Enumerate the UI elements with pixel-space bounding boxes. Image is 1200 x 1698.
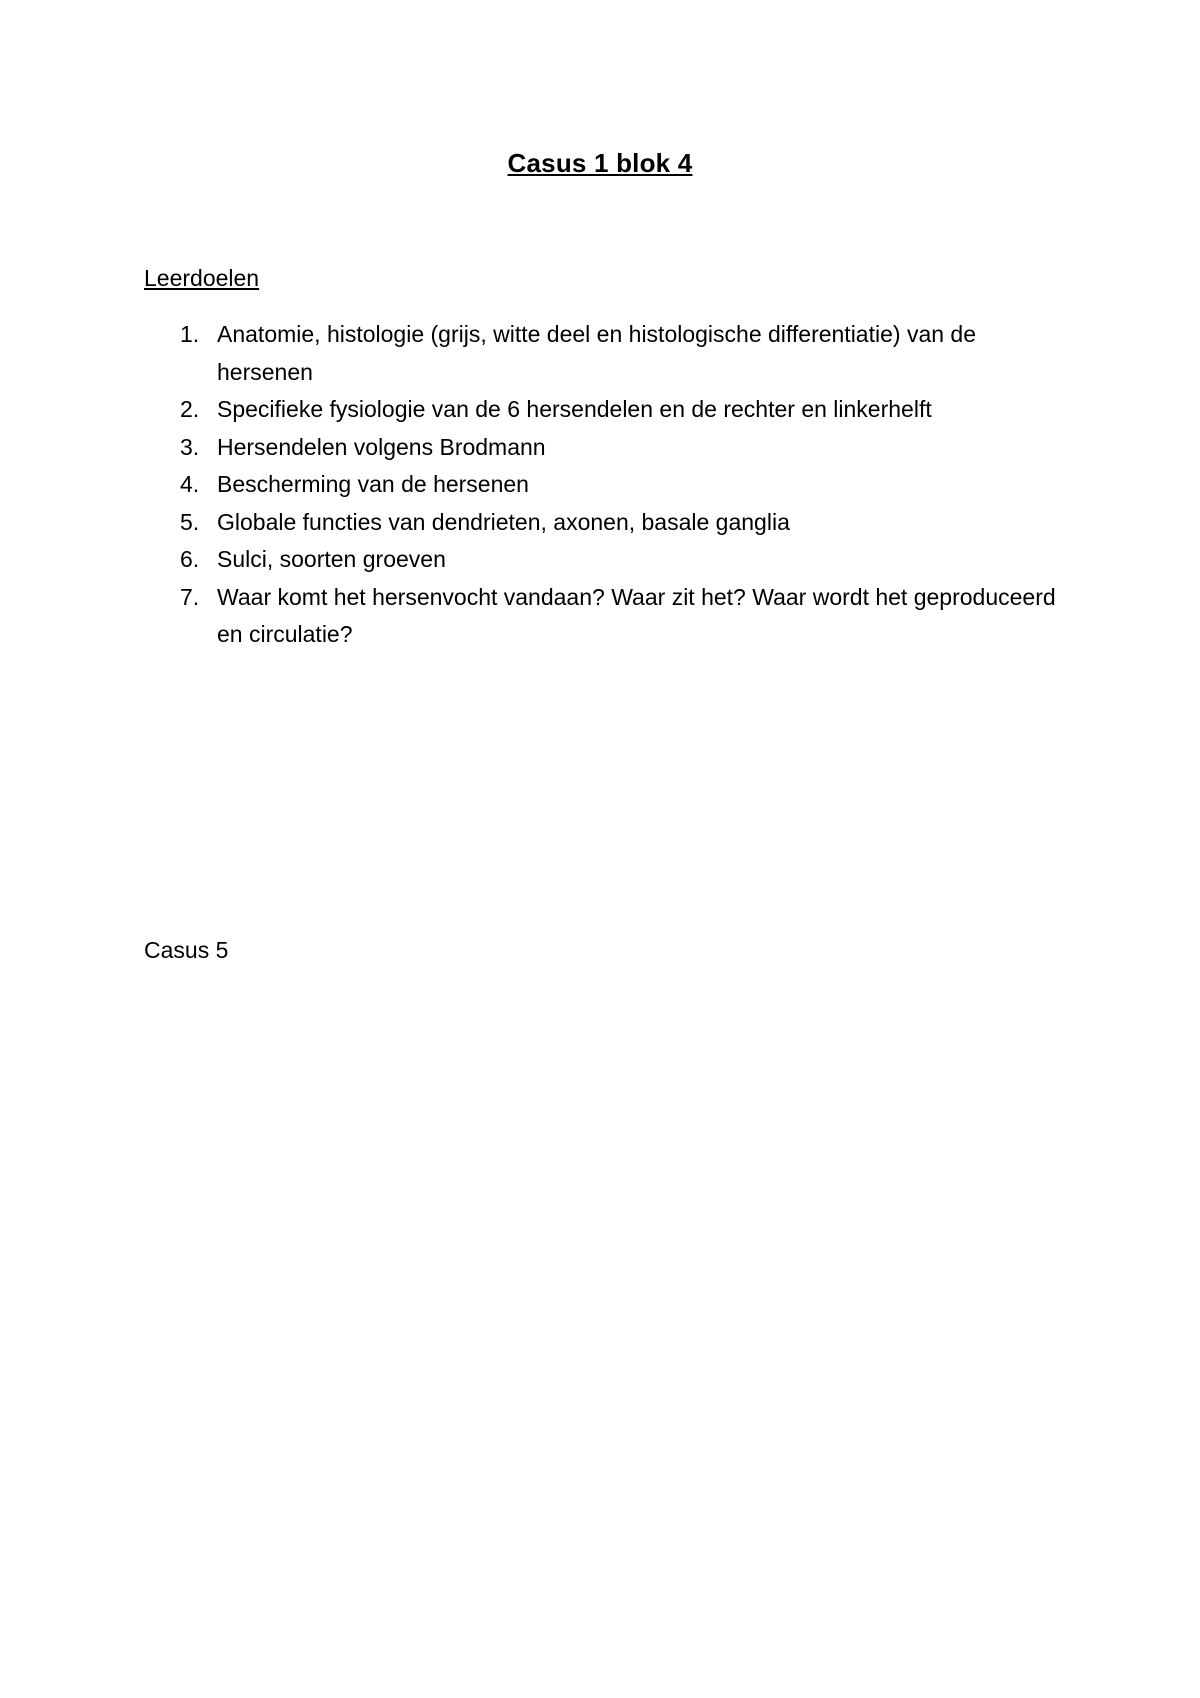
list-item: [144, 579, 1074, 654]
list-item: [144, 504, 1074, 542]
list-item-number: 2.: [180, 396, 200, 422]
list-item-text: Bescherming van de hersenen: [217, 471, 529, 497]
list-item: [144, 466, 1074, 504]
section-heading-casus-5: Casus 5: [144, 937, 229, 963]
list-item-number: 7.: [180, 583, 200, 610]
list-item-number: 5.: [180, 508, 200, 535]
list-item-number: 6.: [180, 546, 200, 572]
list-item-text: Specifieke fysiologie van de 6 hersendelen en de rechter en linkerhelft: [217, 396, 932, 422]
list-item: [144, 391, 1074, 429]
list-item-text: Anatomie, histologie (grijs, witte deel en histologische differentiatie) van de hersenen: [217, 321, 976, 385]
document-title: Casus 1 blok 4: [507, 148, 693, 178]
list-item-number: 4.: [180, 471, 200, 497]
list-item: [144, 429, 1074, 467]
list-item: [144, 316, 1074, 391]
list-item-text: Sulci, soorten groeven: [217, 546, 446, 572]
list-item-text: Hersendelen volgens Brodmann: [217, 433, 546, 460]
list-item-text: Globale functies van dendrieten, axonen, basale ganglia: [217, 508, 790, 535]
section-heading-leerdoelen: Leerdoelen: [144, 265, 260, 291]
list-item-number: 3.: [180, 433, 200, 460]
list-item-text: Waar komt het hersenvocht vandaan? Waar zit het? Waar wordt het geproduceerd en circulatie?: [217, 583, 1056, 647]
learning-goals-list: [144, 316, 1074, 654]
list-item-number: 1.: [180, 321, 200, 347]
list-item: [144, 541, 1074, 579]
